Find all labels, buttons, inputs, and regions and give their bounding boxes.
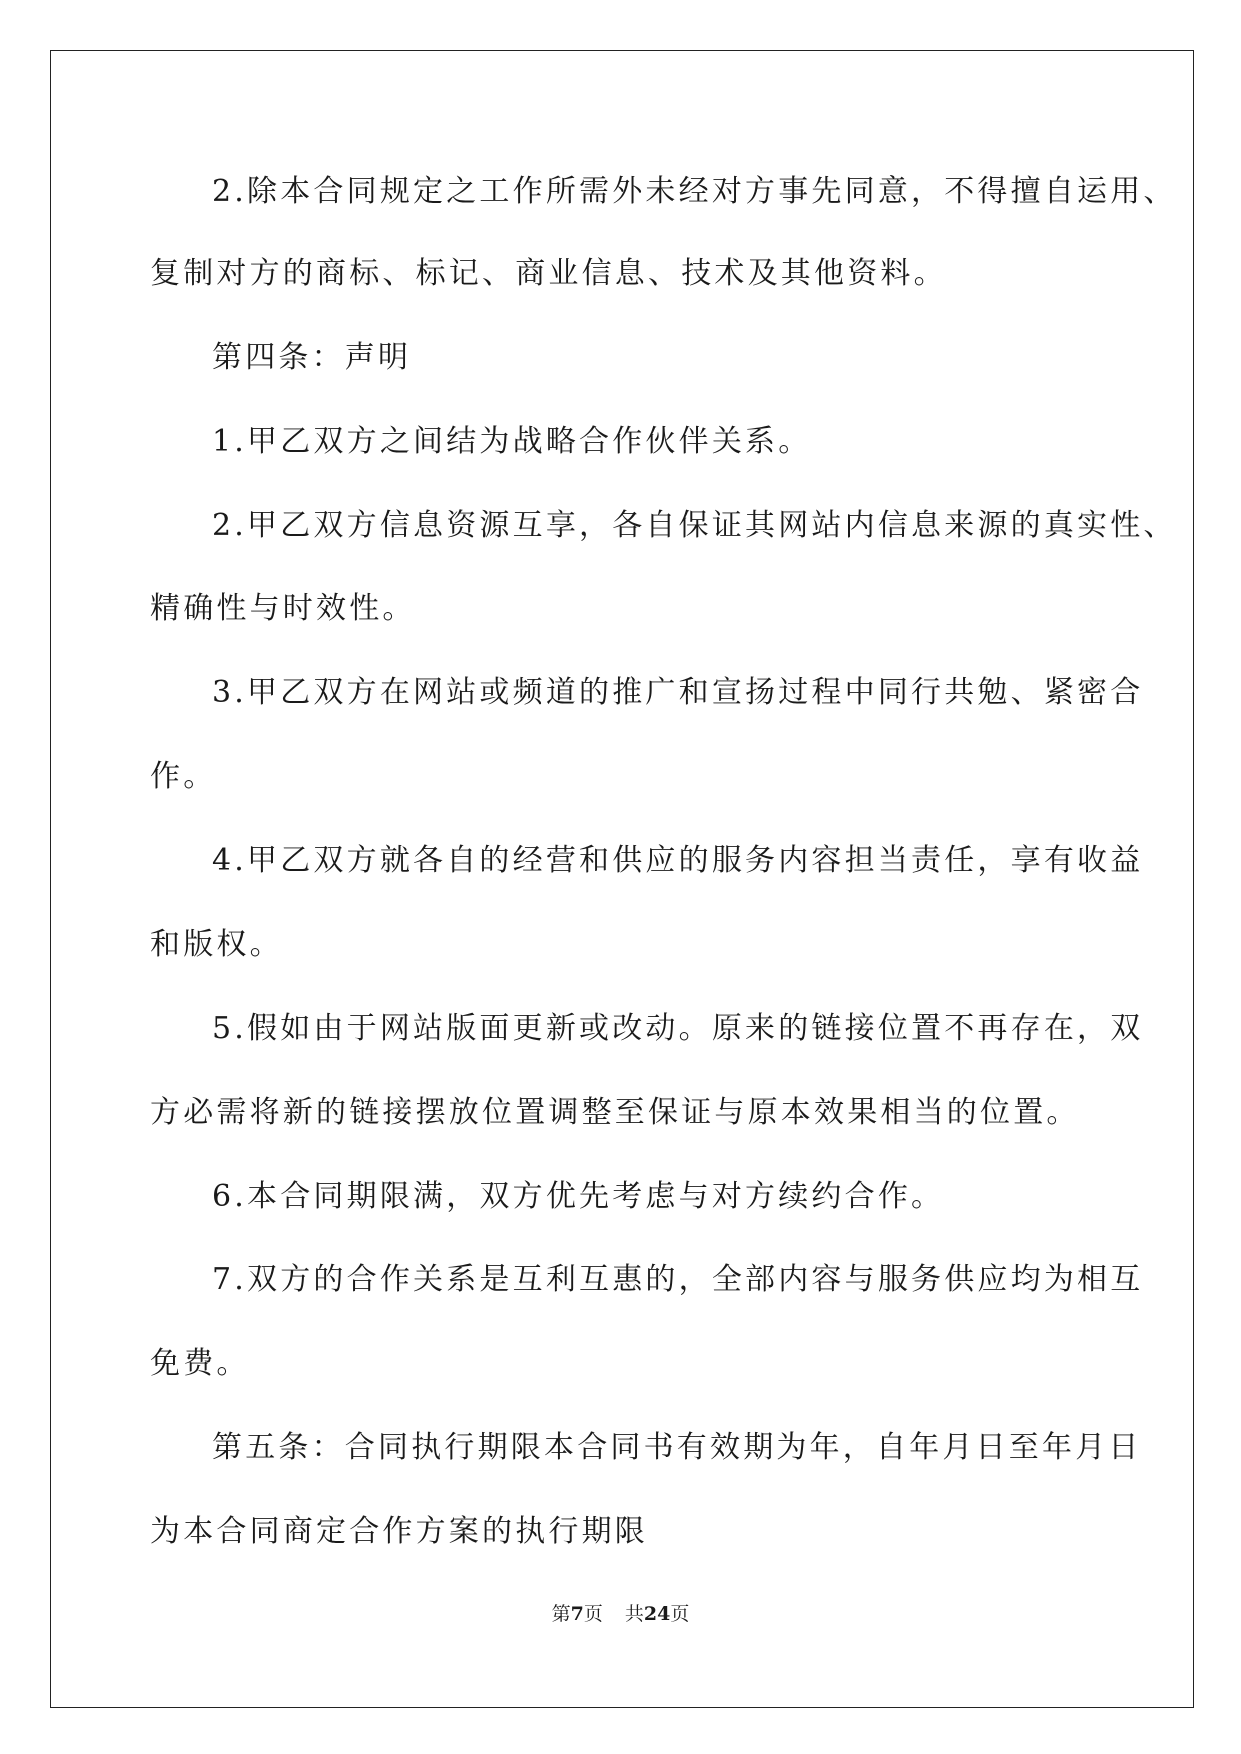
page-footer: [0, 1602, 1241, 1626]
clause-3-item-2-line-2: 复制对方的商标、标记、商业信息、技术及其他资料。: [150, 256, 947, 291]
clause-4-item-2-line-2: 精确性与时效性。: [150, 591, 416, 626]
clause-4-item-4-line-1: 4.甲乙双方就各自的经营和供应的服务内容担当责任，享有收益: [212, 843, 1144, 878]
clause-4-item-7-line-1: 7.双方的合作关系是互利互惠的，全部内容与服务供应均为相互: [212, 1262, 1144, 1297]
total-pages: 24: [643, 1603, 671, 1625]
total-prefix: 共: [624, 1603, 644, 1625]
clause-3-item-2-line-1: 2.除本合同规定之工作所需外未经对方事先同意，不得擅自运用、: [212, 174, 1177, 209]
clause-4-item-3-line-1: 3.甲乙双方在网站或频道的推广和宣扬过程中同行共勉、紧密合: [212, 675, 1144, 710]
clause-4-item-6: 6.本合同期限满，双方优先考虑与对方续约合作。: [212, 1179, 945, 1214]
clause-4-item-5-line-2: 方必需将新的链接摆放位置调整至保证与原本效果相当的位置。: [150, 1095, 1080, 1130]
page-suffix: 页: [583, 1603, 603, 1625]
clause-4-heading: 第四条：声明: [212, 340, 412, 375]
page-prefix: 第: [551, 1603, 571, 1625]
clause-5-line-2: 为本合同商定合作方案的执行期限: [150, 1514, 648, 1549]
clause-4-item-4-line-2: 和版权。: [150, 927, 283, 962]
clause-4-item-3-line-2: 作。: [150, 759, 217, 794]
clause-4-item-7-line-2: 免费。: [150, 1346, 250, 1381]
clause-5-line-1: 第五条：合同执行期限本合同书有效期为年，自年月日至年月日: [212, 1430, 1142, 1465]
clause-4-item-1: 1.甲乙双方之间结为战略合作伙伴关系。: [212, 424, 812, 459]
clause-4-item-2-line-1: 2.甲乙双方信息资源互享，各自保证其网站内信息来源的真实性、: [212, 508, 1177, 543]
total-suffix: 页: [670, 1603, 690, 1625]
page-number: 7: [570, 1603, 584, 1625]
clause-4-item-5-line-1: 5.假如由于网站版面更新或改动。原来的链接位置不再存在，双: [212, 1011, 1144, 1046]
